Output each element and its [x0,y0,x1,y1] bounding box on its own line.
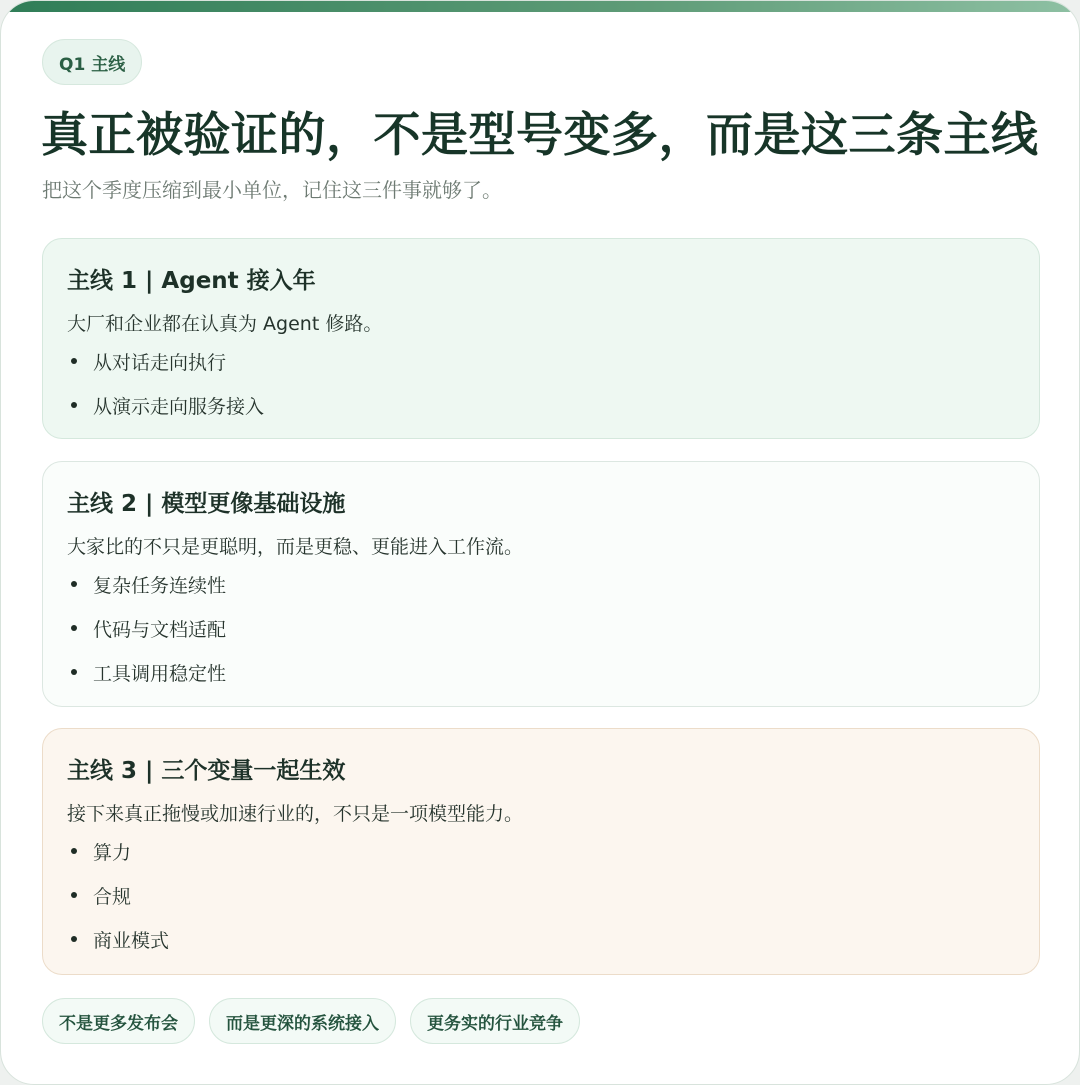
mainline-bullets-2 [67,562,1015,694]
bullet-dot-icon [71,358,77,364]
mainline-description-3: 接下来真正拖慢或加速行业的，不只是一项模型能力。 [67,803,524,825]
bullet-item [67,917,1015,961]
mainline-title-3: 主线 3 | 三个变量一起生效 [67,758,346,784]
bullet-text: 复杂任务连续性 [93,574,227,597]
bullet-item [67,606,1015,650]
top-accent-bar [1,1,1079,12]
bullet-dot-icon [71,892,77,898]
bullet-dot-icon [71,848,77,854]
bullet-text: 商业模式 [93,929,170,952]
bullet-text: 从演示走向服务接入 [93,395,265,418]
page-title: 真正被验证的，不是型号变多，而是这三条主线 [41,108,1039,163]
mainline-description-1: 大厂和企业都在认真为 Agent 修路。 [67,313,383,335]
bullet-item [67,339,1015,383]
bullet-item [67,383,1015,427]
bullet-dot-icon [71,625,77,631]
bullet-text: 代码与文档适配 [93,618,227,641]
mainline-title-1: 主线 1 | Agent 接入年 [67,268,316,294]
bullet-text: 算力 [93,841,132,864]
bullet-item [67,873,1015,917]
bullet-dot-icon [71,936,77,942]
bullet-dot-icon [71,669,77,675]
bullet-item [67,562,1015,606]
bullet-item [67,829,1015,873]
mainline-bullets-3 [67,829,1015,961]
summary-chip-3: 更务实的行业竞争 [410,998,580,1044]
mainline-description-2: 大家比的不只是更聪明，而是更稳、更能进入工作流。 [67,536,524,558]
bullet-text: 从对话走向执行 [93,351,227,374]
bullet-text: 合规 [93,885,132,908]
summary-chip-1: 不是更多发布会 [42,998,195,1044]
mainline-panel-1 [42,238,1040,439]
mainline-panel-3 [42,728,1040,975]
page-subtitle: 把这个季度压缩到最小单位，记住这三件事就够了。 [42,178,502,202]
mainline-title-2: 主线 2 | 模型更像基础设施 [67,491,346,517]
summary-chip-2: 而是更深的系统接入 [209,998,396,1044]
bullet-item [67,650,1015,694]
bullet-dot-icon [71,581,77,587]
quarter-tag: Q1 主线 [42,39,142,85]
mainline-panel-2 [42,461,1040,707]
bullet-dot-icon [71,402,77,408]
bullet-text: 工具调用稳定性 [93,662,227,685]
mainline-bullets-1 [67,339,1015,427]
summary-chips [42,998,580,1044]
